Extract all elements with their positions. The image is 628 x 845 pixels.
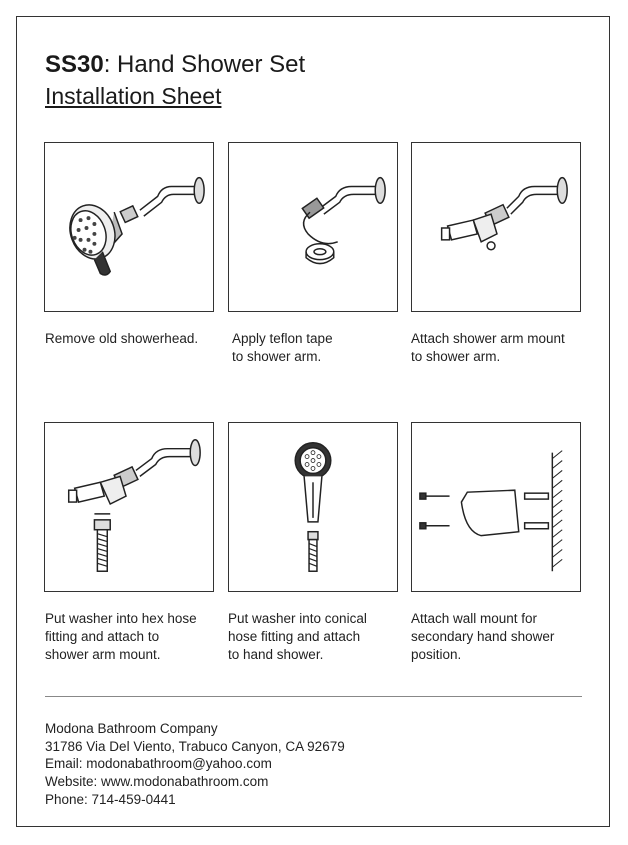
product-code: SS30 [45, 51, 104, 78]
step-1-caption: Remove old showerhead. [45, 331, 199, 346]
company-phone: Phone: 714-459-0441 [45, 791, 176, 807]
step-2-illustration [228, 142, 398, 312]
teflon-tape-icon [229, 143, 397, 311]
contact-info [45, 720, 345, 809]
company-email: Email: modonabathroom@yahoo.com [45, 756, 272, 772]
showerhead-removal-icon [45, 143, 213, 311]
step-6-illustration [411, 422, 581, 592]
page-subtitle: Installation Sheet [45, 83, 222, 109]
company-website: Website: www.modonabathroom.com [45, 774, 269, 790]
company-address: 31786 Via Del Viento, Trabuco Canyon, CA 92679 [45, 738, 345, 754]
step-4-caption: Put washer into hex hose fitting and attach to shower arm mount. [45, 611, 197, 662]
product-name: : Hand Shower Set [103, 51, 306, 78]
page-title [45, 51, 305, 79]
company-name: Modona Bathroom Company [45, 721, 218, 736]
step-5-caption: Put washer into conical hose fitting and attach to hand shower. [228, 611, 367, 662]
step-2-caption: Apply teflon tape to shower arm. [232, 331, 333, 364]
step-6-caption: Attach wall mount for secondary hand shower position. [411, 611, 555, 662]
step-3-caption: Attach shower arm mount to shower arm. [411, 331, 565, 364]
arm-mount-icon [412, 143, 580, 311]
step-5-illustration [228, 422, 398, 592]
step-1-illustration [44, 142, 214, 312]
divider [45, 696, 582, 697]
hand-shower-hose-icon [229, 423, 397, 591]
wall-mount-icon [412, 423, 580, 591]
step-4-illustration [44, 422, 214, 592]
hex-hose-fitting-icon [45, 423, 213, 591]
step-3-illustration [411, 142, 581, 312]
